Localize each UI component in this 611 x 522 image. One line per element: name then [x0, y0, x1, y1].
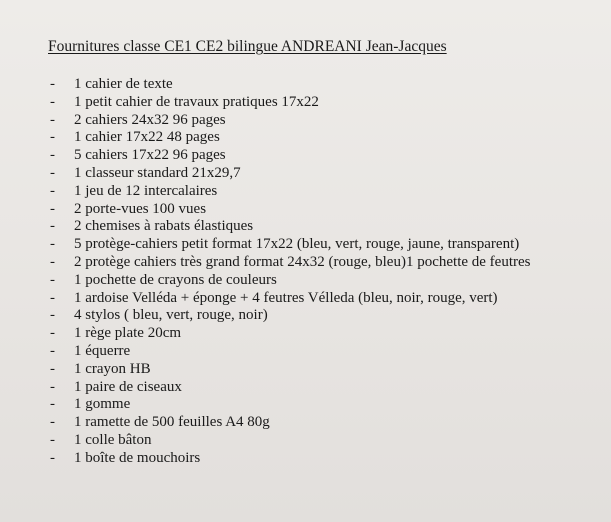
list-item [50, 290, 531, 308]
list-bullet: - [50, 431, 55, 448]
list-bullet: - [50, 147, 55, 164]
list-bullet: - [50, 307, 55, 324]
list-item-text: 2 porte-vues 100 vues [74, 200, 207, 217]
list-bullet: - [50, 414, 55, 431]
list-item [50, 325, 531, 343]
list-item [50, 201, 531, 219]
list-bullet: - [50, 93, 55, 110]
list-item-text: 5 protège-cahiers petit format 17x22 (bleu, vert, rouge, jaune, transparent) [74, 236, 520, 253]
list-bullet: - [50, 360, 55, 377]
list-bullet: - [50, 111, 55, 128]
list-item [50, 183, 531, 201]
list-item [50, 432, 531, 450]
list-item [50, 307, 531, 325]
list-item-text: 1 paire de ciseaux [74, 378, 182, 395]
list-bullet: - [50, 271, 55, 288]
list-item-text: 5 cahiers 17x22 96 pages [74, 147, 226, 164]
list-bullet: - [50, 236, 55, 253]
list-bullet: - [50, 129, 55, 146]
list-item-text: 1 petit cahier de travaux pratiques 17x22 [74, 93, 319, 110]
list-item [50, 147, 531, 165]
list-bullet: - [50, 378, 55, 395]
list-item-text: 1 crayon HB [74, 360, 151, 377]
list-bullet: - [50, 396, 55, 413]
list-item [50, 76, 531, 94]
list-item [50, 129, 531, 147]
list-bullet: - [50, 164, 55, 181]
list-item-text: 1 gomme [74, 396, 131, 413]
list-item-text: 1 pochette de crayons de couleurs [74, 271, 277, 288]
list-item-text: 1 boîte de mouchoirs [74, 449, 201, 466]
list-item-text: 1 cahier de texte [74, 76, 173, 92]
list-bullet: - [50, 200, 55, 217]
list-item [50, 254, 531, 272]
list-item-text: 1 équerre [74, 342, 131, 359]
supply-list [50, 76, 531, 468]
list-item-text: 1 jeu de 12 intercalaires [74, 182, 218, 199]
list-item [50, 450, 531, 468]
list-item [50, 414, 531, 432]
list-item [50, 236, 531, 254]
list-bullet: - [50, 325, 55, 342]
list-item-text: 2 chemises à rabats élastiques [74, 218, 254, 235]
list-item [50, 165, 531, 183]
list-item [50, 272, 531, 290]
list-item-text: 1 cahier 17x22 48 pages [74, 129, 220, 146]
list-item [50, 361, 531, 379]
list-item [50, 112, 531, 130]
list-item [50, 218, 531, 236]
list-item-text: 1 rège plate 20cm [74, 325, 182, 342]
list-item [50, 396, 531, 414]
list-item [50, 94, 531, 112]
list-bullet: - [50, 182, 55, 199]
list-item-text: 1 ramette de 500 feuilles A4 80g [74, 414, 270, 431]
list-bullet: - [50, 76, 55, 92]
list-bullet: - [50, 449, 55, 466]
list-item [50, 379, 531, 397]
list-bullet: - [50, 218, 55, 235]
document-title: Fournitures classe CE1 CE2 bilingue ANDREANI Jean-Jacques [48, 38, 447, 55]
list-bullet: - [50, 253, 55, 270]
list-bullet: - [50, 289, 55, 306]
list-bullet: - [50, 342, 55, 359]
list-item-text: 4 stylos ( bleu, vert, rouge, noir) [74, 307, 268, 324]
list-item-text: 1 colle bâton [74, 431, 152, 448]
list-item-text: 1 ardoise Velléda + éponge + 4 feutres Vélleda (bleu, noir, rouge, vert) [74, 289, 498, 306]
list-item [50, 343, 531, 361]
list-item-text: 1 classeur standard 21x29,7 [74, 164, 241, 181]
list-item-text: 2 protège cahiers très grand format 24x32 (rouge, bleu)1 pochette de feutres [74, 253, 531, 270]
list-item-text: 2 cahiers 24x32 96 pages [74, 111, 226, 128]
